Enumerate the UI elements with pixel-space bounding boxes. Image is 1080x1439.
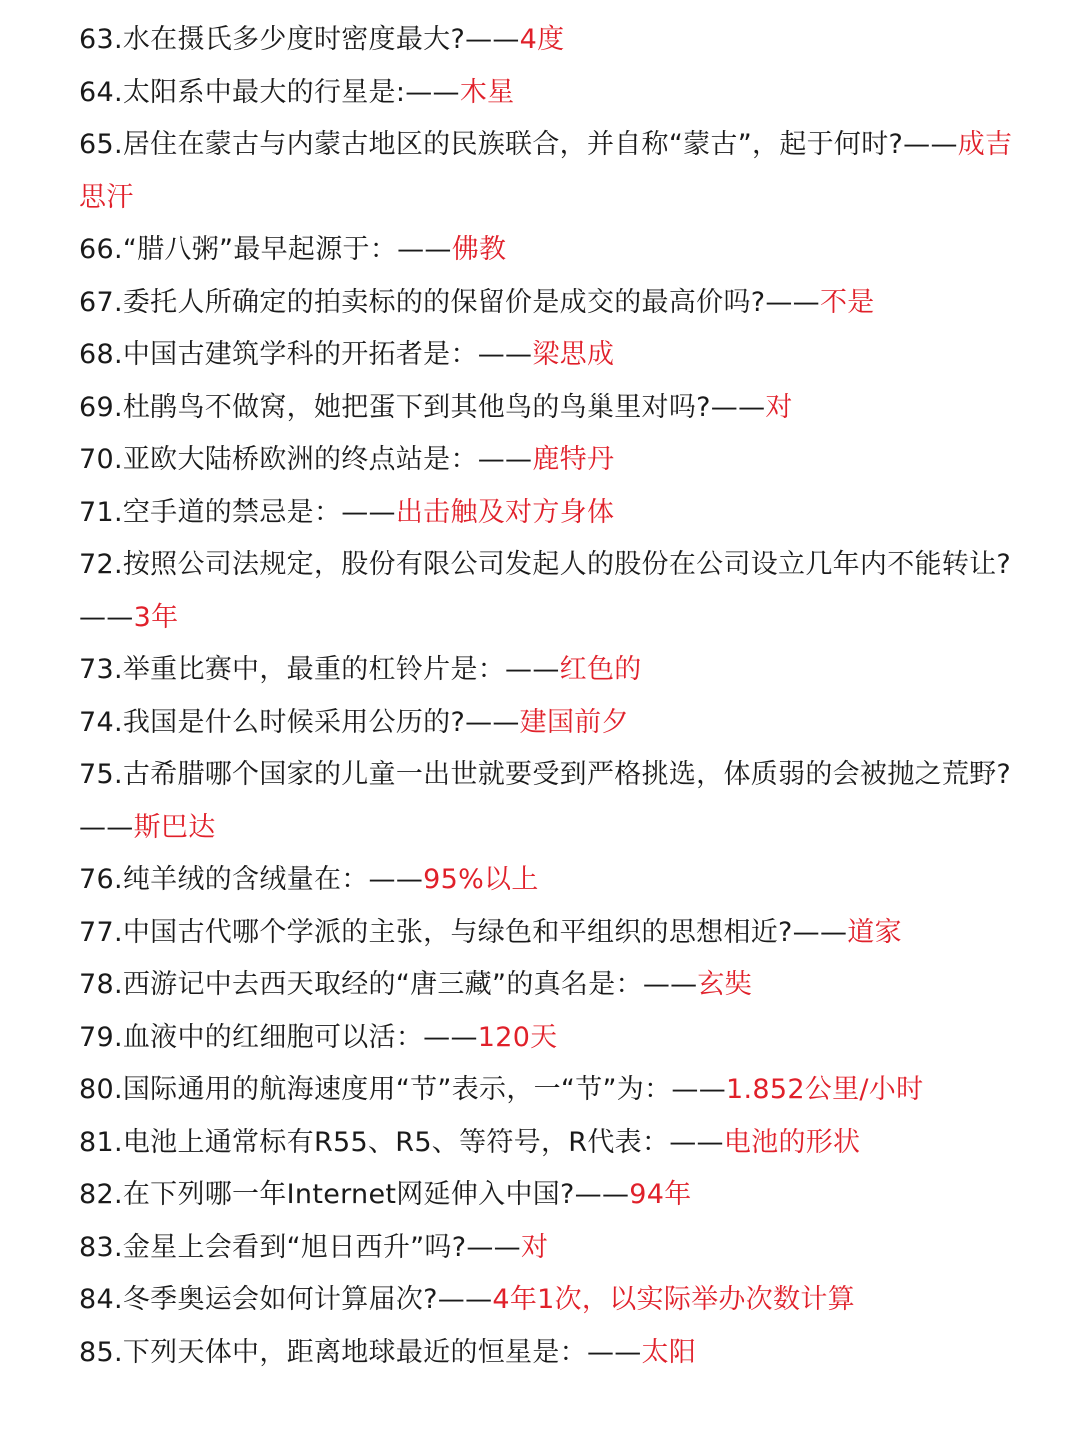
question: 66.“腊八粥”最早起源于：——	[79, 234, 452, 265]
question: 63.水在摄氏多少度时密度最大?——	[79, 24, 520, 55]
qa-item-63	[79, 14, 1020, 67]
qa-item-80	[79, 1064, 1020, 1117]
answer: 建国前夕	[519, 706, 629, 738]
qa-item-84	[79, 1274, 1020, 1327]
question: 77.中国古代哪个学派的主张，与绿色和平组织的思想相近?——	[79, 916, 848, 948]
qa-item-68	[79, 329, 1020, 382]
answer: 佛教	[451, 234, 507, 265]
question: 83.金星上会看到“旭日西升”吗?——	[79, 1231, 521, 1263]
question: 80.国际通用的航海速度用“节”表示，一“节”为：——	[79, 1074, 726, 1105]
answer: 对	[520, 1231, 549, 1263]
qa-item-78	[79, 959, 1020, 1012]
question: 65.居住在蒙古与内蒙古地区的民族联合，并自称“蒙古”，起于何时?——	[79, 129, 958, 160]
qa-item-74	[79, 697, 1020, 750]
question: 85.下列天体中，距离地球最近的恒星是：——	[79, 1336, 642, 1368]
answer: 梁思成	[532, 339, 615, 370]
question: 81.电池上通常标有R55、R5、等符号，R代表：——	[79, 1126, 724, 1158]
question: 84.冬季奥运会如何计算届次?——	[79, 1284, 493, 1315]
question: 70.亚欧大陆桥欧洲的终点站是：——	[79, 444, 533, 475]
answer: 成吉思汗	[79, 129, 1013, 213]
answer: 鹿特丹	[532, 444, 615, 475]
qa-item-69	[79, 382, 1020, 435]
question: 78.西游记中去西天取经的“唐三藏”的真名是：——	[79, 969, 698, 1000]
question: 76.纯羊绒的含绒量在：——	[79, 864, 424, 895]
question: 69.杜鹃鸟不做窝，她把蛋下到其他鸟的鸟巢里对吗?——	[79, 391, 766, 423]
answer: 3年	[133, 601, 179, 633]
answer: 95%以上	[423, 864, 539, 895]
answer: 4年1次，以实际举办次数计算	[492, 1284, 855, 1315]
question: 73.举重比赛中，最重的杠铃片是：——	[79, 654, 560, 685]
answer: 电池的形状	[723, 1126, 861, 1158]
answer: 道家	[847, 916, 902, 948]
answer: 太阳	[641, 1336, 697, 1368]
answer: 94年	[629, 1179, 692, 1210]
answer: 出击触及对方身体	[395, 496, 615, 528]
answer: 红色的	[559, 654, 642, 685]
qa-item-81	[79, 1117, 1020, 1170]
question: 82.在下列哪一年Internet网延伸入中国?——	[79, 1179, 630, 1210]
question: 72.按照公司法规定，股份有限公司发起人的股份在公司设立几年内不能转让?——	[79, 549, 1012, 633]
qa-item-70	[79, 434, 1020, 487]
qa-item-85	[79, 1327, 1020, 1380]
question: 68.中国古建筑学科的开拓者是：——	[79, 339, 533, 370]
question: 71.空手道的禁忌是：——	[79, 496, 396, 528]
answer: 玄奘	[697, 969, 753, 1000]
qa-item-64	[79, 67, 1020, 120]
question: 64.太阳系中最大的行星是:——	[79, 76, 460, 108]
qa-item-66	[79, 224, 1020, 277]
qa-item-82	[79, 1169, 1020, 1222]
qa-item-73	[79, 644, 1020, 697]
qa-item-67	[79, 277, 1020, 330]
qa-item-71	[79, 487, 1020, 540]
qa-item-83	[79, 1222, 1020, 1275]
qa-item-79	[79, 1012, 1020, 1065]
answer: 1.852公里/小时	[726, 1074, 924, 1105]
answer: 木星	[459, 76, 515, 108]
question: 74.我国是什么时候采用公历的?——	[79, 706, 520, 738]
qa-item-76	[79, 854, 1020, 907]
answer: 4度	[519, 24, 565, 55]
answer: 斯巴达	[133, 811, 216, 843]
answer: 不是	[819, 286, 875, 318]
qa-item-65	[79, 119, 1020, 224]
question: 67.委托人所确定的拍卖标的的保留价是成交的最高价吗?——	[79, 286, 820, 318]
question: 79.血液中的红细胞可以活：——	[79, 1021, 478, 1053]
answer: 120天	[477, 1021, 558, 1053]
qa-item-77	[79, 907, 1020, 960]
answer: 对	[765, 391, 793, 423]
qa-item-72	[79, 539, 1020, 644]
question: 75.古希腊哪个国家的儿童一出世就要受到严格挑选，体质弱的会被抛之荒野?——	[79, 759, 1012, 843]
qa-item-75	[79, 749, 1020, 854]
